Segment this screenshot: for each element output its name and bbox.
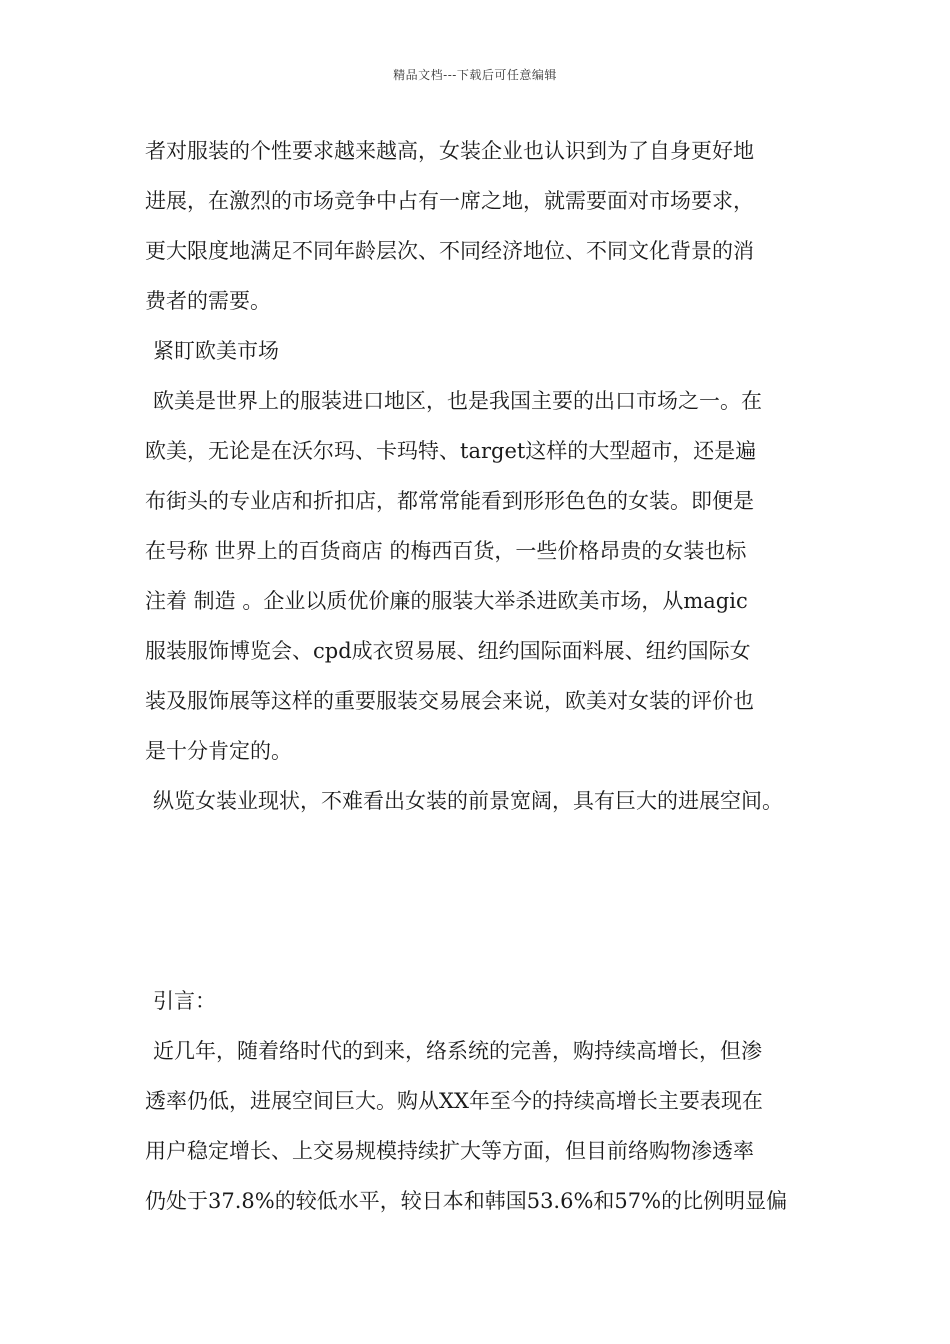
section-heading: 紧盯欧美市场	[153, 339, 279, 363]
section-heading: 引言：	[153, 989, 216, 1013]
paragraph-line: 者对服装的个性要求越来越高，女装企业也认识到为了自身更好地	[145, 139, 754, 163]
paragraph-line: 服装服饰博览会、cpd成衣贸易展、纽约国际面料展、纽约国际女	[145, 639, 751, 663]
section-spacer	[145, 826, 825, 976]
paragraph-line: 布街头的专业店和折扣店，都常常能看到形形色色的女装。即便是	[145, 489, 754, 513]
paragraph-line: 费者的需要。	[145, 289, 271, 313]
paragraph-line: 装及服饰展等这样的重要服装交易展会来说，欧美对女装的评价也	[145, 689, 754, 713]
paragraph-line: 在号称 世界上的百货商店 的梅西百货，一些价格昂贵的女装也标	[145, 539, 747, 563]
paragraph-line: 注着 制造 。企业以质优价廉的服装大举杀进欧美市场，从magic	[145, 589, 748, 613]
paragraph-line: 用户稳定增长、上交易规模持续扩大等方面，但目前络购物渗透率	[145, 1139, 754, 1163]
paragraph-line: 进展，在激烈的市场竞争中占有一席之地，就需要面对市场要求，	[145, 189, 754, 213]
paragraph-line: 欧美，无论是在沃尔玛、卡玛特、target这样的大型超市，还是遍	[145, 439, 757, 463]
summary-paragraph: 纵览女装业现状，不难看出女装的前景宽阔，具有巨大的进展空间。	[153, 789, 783, 813]
paragraph-line: 更大限度地满足不同年龄层次、不同经济地位、不同文化背景的消	[145, 239, 754, 263]
page-header: 精品文档---下载后可任意编辑	[393, 68, 557, 82]
paragraph-line: 近几年，随着络时代的到来，络系统的完善，购持续高增长，但渗	[153, 1039, 762, 1063]
document-body	[145, 126, 825, 1226]
paragraph-line: 仍处于37.8%的较低水平，较日本和韩国53.6%和57%的比例明显偏	[145, 1189, 788, 1213]
paragraph-line: 是十分肯定的。	[145, 739, 292, 763]
paragraph-line: 透率仍低，进展空间巨大。购从XX年至今的持续高增长主要表现在	[145, 1089, 763, 1113]
paragraph-line: 欧美是世界上的服装进口地区，也是我国主要的出口市场之一。在	[153, 389, 762, 413]
